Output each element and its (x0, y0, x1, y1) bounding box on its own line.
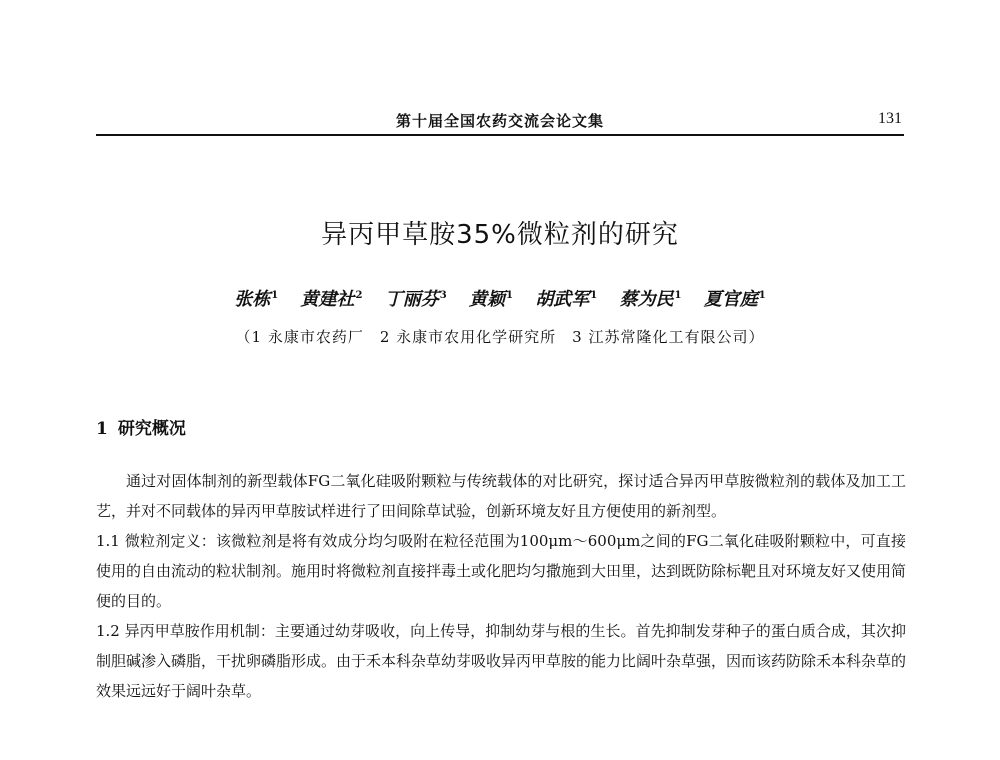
paragraph: 通过对固体制剂的新型载体FG二氧化硅吸附颗粒与传统载体的对比研究，探讨适合异丙甲草胺微粒剂的载体及加工工艺，并对不同载体的异丙甲草胺试样进行了田间除草试验，创新环境友好且方便使用的新剂型。 (96, 472, 906, 520)
author: 黄建社$^2$ (300, 289, 363, 310)
paper-title: 异丙甲草胺35%微粒剂的研究 (321, 220, 679, 250)
page-number: 131 (878, 110, 902, 127)
author: 胡武军$^1$ (535, 289, 598, 310)
running-header (96, 108, 904, 136)
section-heading (96, 414, 186, 439)
author-list (0, 285, 1000, 311)
author: 丁丽芬$^3$ (384, 289, 447, 310)
body-text (96, 466, 906, 706)
author: 张栋$^1$ (234, 289, 279, 310)
affiliations: （1 永康市农药厂 2 永康市农用化学研究所 3 江苏常隆化工有限公司） (235, 328, 765, 346)
author: 夏官庭$^1$ (703, 289, 766, 310)
author: 蔡为民$^1$ (619, 289, 682, 310)
running-title: 第十届全国农药交流会论文集 (395, 112, 604, 130)
section-title: 研究概况 (117, 419, 186, 439)
paragraph: 1.1 微粒剂定义：该微粒剂是将有效成分均匀吸附在粒径范围为100μm～600μm之间的FG二氧化硅吸附颗粒中，可直接使用的自由流动的粒状制剂。施用时将微粒剂直接拌毒土或化肥均匀撒施到大田里，达到既防除标靶且对环境友好又使用简便的目的。 (96, 532, 907, 610)
section-number: 1 (96, 419, 108, 439)
paragraph: 1.2 异丙甲草胺作用机制：主要通过幼芽吸收，向上传导，抑制幼芽与根的生长。首先抑制发芽种子的蛋白质合成，其次抑制胆碱渗入磷脂，干扰卵磷脂形成。由于禾本科杂草幼芽吸收异丙甲草胺的能力比阔叶杂草强，因而该药防除禾本科杂草的效果远远好于阔叶杂草。 (96, 622, 907, 700)
author: 黄颖$^1$ (469, 289, 513, 310)
